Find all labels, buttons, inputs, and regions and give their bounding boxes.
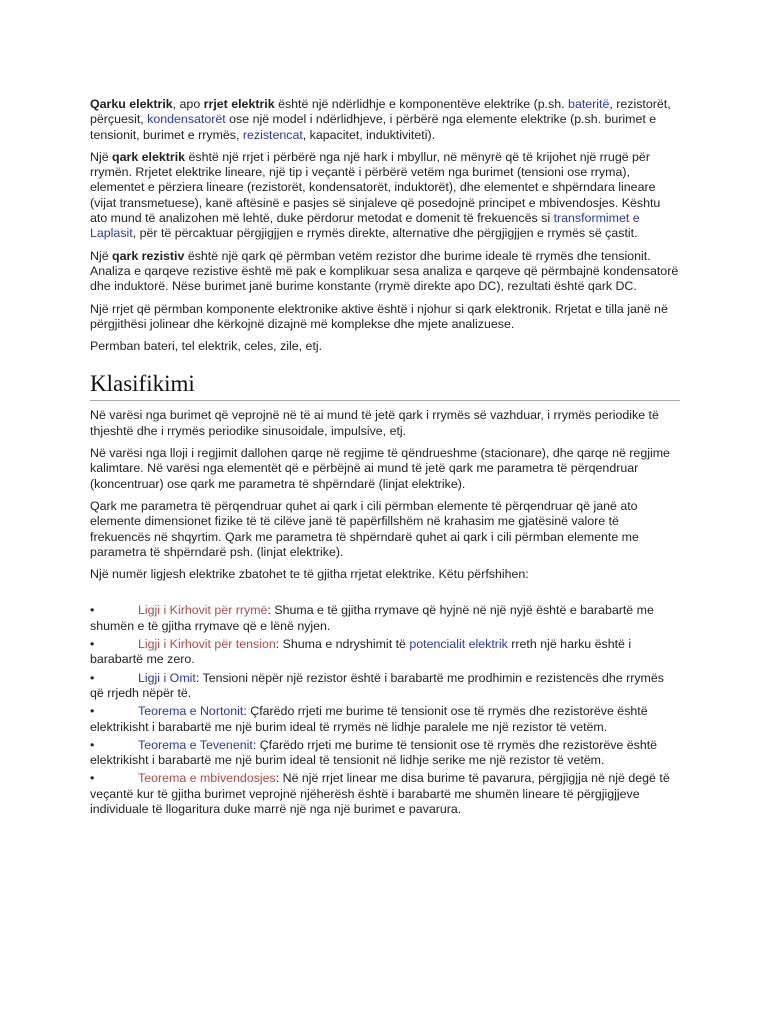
list-item: [90, 738, 680, 769]
link-ligji-kirhovit-tension[interactable]: Ligji i Kirhovit për tension: [138, 637, 276, 652]
list-item-text: [90, 637, 680, 668]
text: : Tensioni nëpër një rezistor është i barabartë me prodhimin e rezistencës dhe rrymës që rrjedh nëpër të.: [90, 670, 664, 700]
term-qark-rezistiv: qark rezistiv: [112, 248, 185, 263]
intro-paragraph-1: [90, 97, 680, 143]
list-item: [90, 704, 680, 735]
link-ligji-i-omit[interactable]: Ligji i Omit: [138, 670, 196, 685]
section-paragraph-2: Në varësi nga lloji i regjimit dallohen qarqe në regjime të qëndrueshme (stacionare), dhe qarqe në regjime kalimtare. Në varësi nga elementët që e përbëjnë ai mund të jetë qark me parametra të përqendruar (koncentruar) ose qark me parametra të shpërndarë (linjat elektrike).: [90, 446, 670, 491]
text: ose një model i ndërlidhjeve, i përbërë nga elemente elektrike (p.sh. burimet e tensionit, burimet e rrymës,: [90, 112, 657, 142]
list-item-text: [90, 671, 680, 702]
section-paragraph-1: Në varësi nga burimet që veprojnë në të ai mund të jetë qark i rrymës së vazhduar, i rrymës periodike të thjeshtë dhe i rrymës periodike sinusoidale, impulsive, etj.: [90, 408, 659, 438]
text: Një: [90, 248, 113, 263]
text: : Shuma e ndryshimit të: [275, 637, 410, 652]
laws-list: [90, 603, 680, 817]
link-bateritë[interactable]: bateritë: [568, 97, 610, 111]
link-rezistencat[interactable]: rezistencat: [242, 127, 303, 142]
intro-paragraph-5: Permban bateri, tel elektrik, celes, zile, etj.: [90, 339, 323, 354]
link-potencialit-elektrik[interactable]: potencialit elektrik: [409, 637, 508, 652]
text: , kapacitet, induktiviteti).: [302, 127, 436, 142]
term-qark-elektrik: qark elektrik: [112, 149, 186, 164]
section-heading: Klasifikimi: [90, 370, 680, 401]
text: , për të përcaktuar përgjigjjen e rrymës direkte, alternative dhe përgjigjjen e rrymës së çastit.: [132, 226, 638, 241]
bullet: •: [90, 704, 95, 719]
list-item-text: [90, 771, 680, 817]
bullet: •: [90, 637, 95, 652]
bullet: •: [90, 737, 95, 752]
text: është një qark që përmban vetëm rezistor dhe burime ideale të rrymës dhe tensionit. Analiza e qarqeve rezistive është më pak e komplikuar sesa analiza e qarqeve që përmbajnë kondensatorë dhe induktorë. Nëse burimet janë burime konstante (rrymë direkte apo DC), rezultati është qark DC.: [90, 248, 679, 294]
link-teorema-tevenenit[interactable]: Teorema e Tevenenit: [138, 737, 253, 752]
bullet: •: [90, 603, 95, 618]
text: : Në një rrjet linear me disa burime të pavarura, përgjigjja në një degë të veçantë kur të gjitha burimet veprojnë njëherësh është i barabartë me shumën lineare të përgjigjjeve individuale të llogaritura duke marrë një nga një burimet e pavarura.: [90, 771, 670, 816]
intro-paragraph-3: [90, 249, 680, 295]
link-teorema-mbivendosjes[interactable]: Teorema e mbivendosjes: [138, 771, 276, 786]
text: : Shuma e të gjitha rrymave që hyjnë në një nyjë është e barabartë me shumën e të gjitha rrymave që e lënë nyjen.: [90, 603, 654, 633]
bullet: •: [90, 771, 95, 786]
list-item: [90, 771, 680, 817]
link-transformimet-e-laplasit[interactable]: transformimet e Laplasit: [90, 211, 640, 241]
bullet: •: [90, 670, 95, 685]
term-qarku-elektrik: Qarku elektrik: [90, 97, 173, 111]
list-item-text: [90, 603, 680, 634]
section-paragraph-3: Qark me parametra të përqendruar quhet ai qark i cili përmban elemente të përqendruar që janë ato elemente dimensionet fizike të të cilëve janë të papërfillshëm në krahasim me gjatësinë valore të frekuencës në shqyrtim. Qark me parametra të shpërndarë quhet ai qark i cili përmban elemente me parametra të shpërndarë psh. (linjat elektrike).: [90, 498, 639, 559]
link-kondensatoret[interactable]: kondensatorët: [147, 112, 226, 127]
intro-paragraph-4: Një rrjet që përmban komponente elektronike aktive është i njohur si qark elektronik. Rrjetat e tilla janë në përgjithësi jolinear dhe kërkojnë dizajnë më komplekse dhe mjete analizuese.: [90, 301, 668, 331]
section-paragraph-4: Një numër ligjesh elektrike zbatohet te të gjitha rrjetat elektrike. Këtu përfshihen:: [90, 567, 529, 582]
text: Një: [90, 149, 113, 164]
term-rrjet-elektrik: rrjet elektrik: [203, 97, 275, 111]
text: , apo: [172, 97, 204, 111]
list-item-text: [90, 704, 680, 735]
article: [90, 97, 680, 820]
list-item: [90, 603, 680, 634]
text: është një ndërlidhje e komponentëve elektrike (p.sh.: [274, 97, 569, 111]
intro-paragraph-2: [90, 150, 680, 242]
link-teorema-nortonit[interactable]: Teorema e Nortonit: [138, 704, 244, 719]
link-ligji-kirhovit-rryme[interactable]: Ligji i Kirhovit për rrymë: [138, 603, 268, 618]
list-item-text: [90, 738, 680, 769]
text: rreth një harku është i barabartë me zero.: [90, 637, 632, 667]
text: : Çfarëdo rrjeti me burime të tensionit ose të rrymës dhe rezistorëve është elektrikisht i barabartë me një burim ideal të tensionit në lidhje serike me një rezistor të vetëm.: [90, 737, 658, 768]
text: është një rrjet i përbërë nga një hark i mbyllur, në mënyrë që të krijohet një rrugë për rrymën. Rrjetet elektrike lineare, një tip i veçantë i përbërë vetëm nga burimet (tensioni ose rryma), elementet e përziera lineare (rezistorët, kondensatorët, induktorët), dhe elementet e shpërndara lineare (vijat transmetuese), kanë aftësinë e pasjes së sinjaleve që posedojnë principet e mbivendosjes. Kështu ato mund të analizohen më lehtë, duke përdorur metodat e domenit të frekuencës si: [90, 149, 661, 226]
text: , rezistorët, përçuesit,: [90, 97, 671, 127]
list-item: [90, 671, 680, 702]
list-item: [90, 637, 680, 668]
text: : Çfarëdo rrjeti me burime të tensionit ose të rrymës dhe rezistorëve është elektrikisht i barabartë me një burim ideal të rrymës në lidhje paralele me një rezistor të vetëm.: [90, 704, 648, 734]
